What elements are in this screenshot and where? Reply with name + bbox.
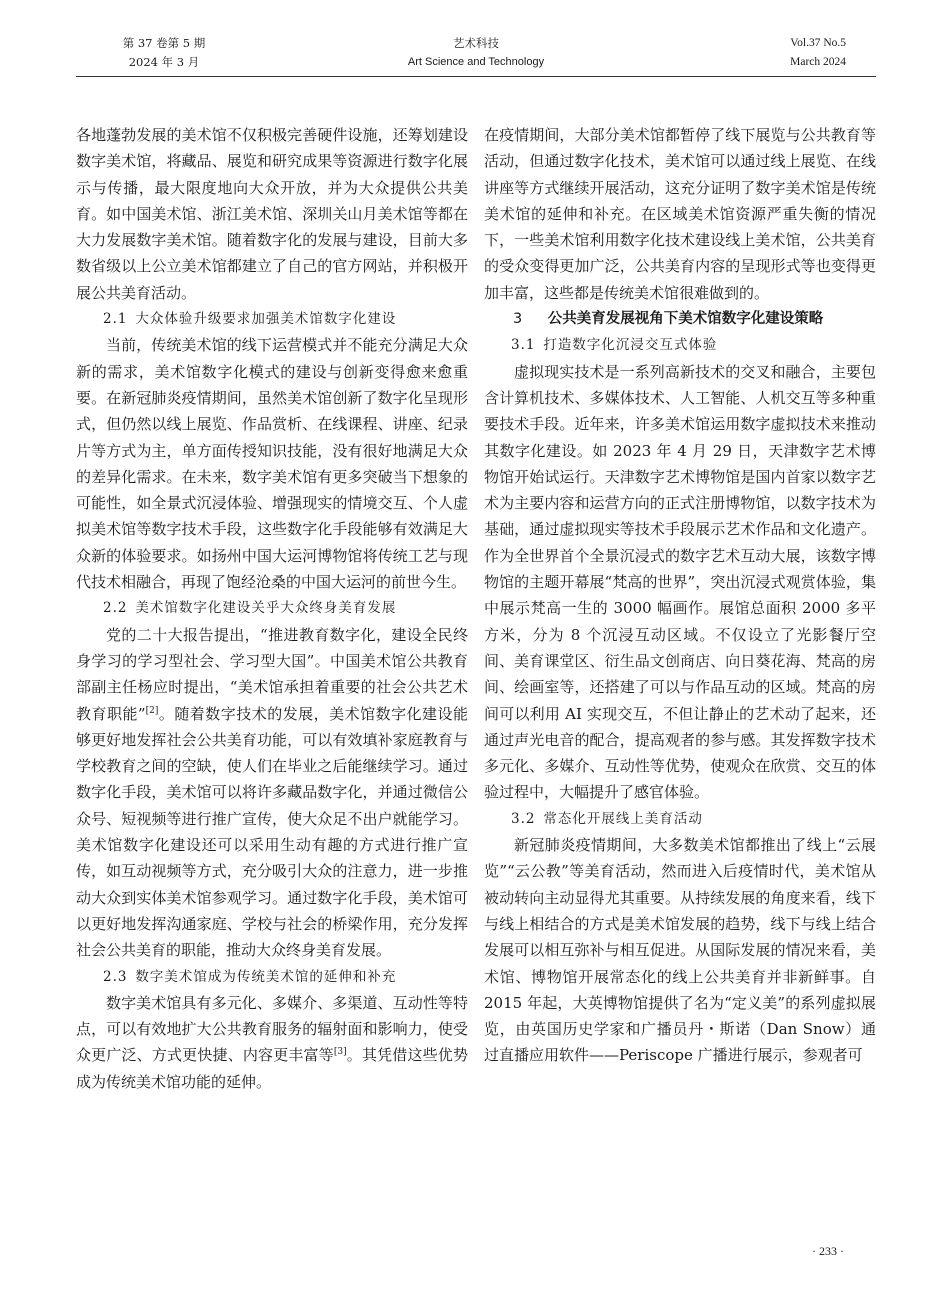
paragraph: 各地蓬勃发展的美术馆不仅积极完善硬件设施，还筹划建设数字美术馆，将藏品、展览和研究成果等资源进行数字化展示与传播，最大限度地向大众开放，并为大众提供公共美育。如中国美术馆、浙江美术馆、深圳关山月美术馆等都在大力发展数字美术馆。随着数字化的发展与建设，目前大多数省级以上公立美术馆都建立了自己的官方网站，并积极开展公共美育活动。 — [76, 126, 468, 302]
header-date-cn: 2024 年 3 月 — [128, 55, 200, 69]
section-heading-3-1 — [484, 332, 876, 358]
paragraph-text: 党的二十大报告提出，“推进教育数字化，建设全民终身学习的学习型社会、学习型大国”。中国美术馆公共教育部副主任杨应时提出，“美术馆承担着重要的社会公共艺术教育职能” — [76, 625, 468, 723]
section-title: 数字美术馆成为传统美术馆的延伸和补充 — [135, 968, 397, 985]
journal-name-cn: 艺术科技 — [453, 36, 499, 50]
header-volume-cn: 第 37 卷第 5 期 — [122, 36, 206, 50]
section-heading-2-1 — [76, 306, 468, 332]
section-number: 3 — [513, 311, 523, 328]
header-left — [114, 34, 214, 72]
section-number: 3.1 — [511, 337, 536, 354]
right-column — [484, 122, 876, 1069]
paragraph: 新冠肺炎疫情期间，大多数美术馆都推出了线上“云展览”“云公教”等美育活动，然而进入后疫情时代，美术馆从被动转向主动显得尤其重要。从持续发展的角度来看，线下与线上相结合的方式是美术馆发展的趋势，线下与线上结合发展可以相互弥补与相互促进。从国际发展的情况来看，美术馆、博物馆开展常态化的线上公共美育并非新鲜事。自 2015 年起，大英博物馆提供了名为“定义美”的系列虚拟展览，由英国历史学家和广播员丹・斯诺（Dan Snow）通过直播应用软件——Periscope 广播进行展示，参观者可 — [484, 836, 876, 1065]
section-heading-3-2 — [484, 806, 876, 832]
paragraph — [76, 990, 468, 1095]
paragraph: 在疫情期间，大部分美术馆都暂停了线下展览与公共教育等活动，但通过数字化技术，美术馆可以通过线上展览、在线讲座等方式继续开展活动，这充分证明了数字美术馆是传统美术馆的延伸和补充。在区域美术馆资源严重失衡的情况下，一些美术馆利用数字化技术建设线上美术馆，公共美育的受众变得更加广泛，公共美育内容的呈现形式等也变得更加丰富，这些都是传统美术馆很难做到的。 — [484, 126, 876, 302]
section-heading-2-3 — [76, 964, 468, 990]
page-header — [76, 34, 876, 78]
section-number: 2.3 — [103, 968, 128, 985]
header-date-en: March 2024 — [790, 56, 846, 68]
header-center — [376, 34, 576, 72]
paragraph-text: 。其凭借这些优势成为传统美术馆功能的延伸。 — [76, 1046, 468, 1091]
paragraph: 当前，传统美术馆的线下运营模式并不能充分满足大众新的需求，美术馆数字化模式的建设与创新变得愈来愈重要。在新冠肺炎疫情期间，虽然美术馆创新了数字化呈现形式，但仍然以线上展览、作品赏析、在线课程、讲座、纪录片等方式为主，单方面传授知识技能，没有很好地满足大众的差异化需求。在未来，数字美术馆有更多突破当下想象的可能性，如全景式沉浸体验、增强现实的情境交互、个人虚拟美术馆等数字技术手段，这些数字化手段能够有效满足大众新的体验要求。如扬州中国大运河博物馆将传统工艺与现代技术相融合，再现了饱经沧桑的中国大运河的前世今生。 — [76, 336, 468, 592]
section-title: 打造数字化沉浸交互式体验 — [543, 337, 718, 354]
section-title: 公共美育发展视角下美术馆数字化建设策略 — [547, 311, 824, 328]
paragraph-text: 。随着数字技术的发展，美术馆数字化建设能够更好地发挥社会公共美育功能，可以有效填补家庭教育与学校教育之间的空缺，使人们在毕业之后能继续学习。通过数字化手段，美术馆可以将许多藏品数字化，并通过微信公众号、短视频等进行推广宣传，使大众足不出户就能学习。美术馆数字化建设还可以采用生动有趣的方式进行推广宣传，如互动视频等方式，充分吸引大众的注意力，进一步推动大众到实体美术馆参观学习。通过数字化手段，美术馆可以更好地发挥沟通家庭、学校与社会的桥梁作用，充分发挥社会公共美育的职能，推动大众终身美育发展。 — [76, 704, 468, 960]
page-number: · 233 · — [812, 1244, 844, 1258]
section-number: 2.1 — [103, 311, 128, 328]
citation-ref: [3] — [333, 1047, 347, 1058]
section-title: 常态化开展线上美育活动 — [543, 810, 703, 827]
journal-name-en: Art Science and Technology — [407, 56, 545, 68]
section-title: 大众体验升级要求加强美术馆数字化建设 — [135, 311, 397, 328]
left-column — [76, 122, 468, 1095]
header-volume-en: Vol.37 No.5 — [790, 37, 846, 49]
header-right — [790, 34, 846, 72]
header-rule — [76, 76, 876, 77]
section-heading-3 — [484, 306, 876, 332]
citation-ref: [2] — [145, 705, 159, 716]
paragraph: 虚拟现实技术是一系列高新技术的交叉和融合，主要包含计算机技术、多媒体技术、人工智能、人机交互等多种重要技术手段。近年来，许多美术馆运用数字虚拟技术来推动其数字化建设。如 2023 年 4 月 29 日，天津数字艺术博物馆开始试运行。天津数字艺术博物馆是国内首家以数字艺术为主要内容和运营方向的正式注册博物馆，以数字技术为基础，通过虚拟现实等技术手段展示艺术作品和文化遗产。作为全世界首个全景沉浸式的数字艺术互动大展，该数字博物馆的主题开幕展“梵高的世界”，突出沉浸式观赏体验，集中展示梵高一生的 3000 幅画作。展馆总面积 2000 多平方米，分为 8 个沉浸互动区域。不仅设立了光影餐厅空间、美育课堂区、衍生品文创商店、向日葵花海、梵高的房间、绘画室等，还搭建了可以与作品互动的区域。梵高的房间可以利用 AI 实现交互，不但让静止的艺术动了起来，还通过声光电音的配合，提高观者的参与感。其发挥数字技术多元化、多媒介、互动性等优势，使观众在欣赏、交互的体验过程中，大幅提升了感官体验。 — [484, 362, 876, 802]
paragraph-text: 数字美术馆具有多元化、多媒介、多渠道、互动性等特点，可以有效地扩大公共教育服务的辐射面和影响力，使受众更广泛、方式更快捷、内容更丰富等 — [76, 993, 468, 1065]
section-title: 美术馆数字化建设关乎大众终身美育发展 — [135, 600, 397, 617]
paragraph — [76, 622, 468, 964]
section-heading-2-2 — [76, 595, 468, 621]
section-number: 2.2 — [103, 600, 128, 617]
section-number: 3.2 — [511, 810, 536, 827]
